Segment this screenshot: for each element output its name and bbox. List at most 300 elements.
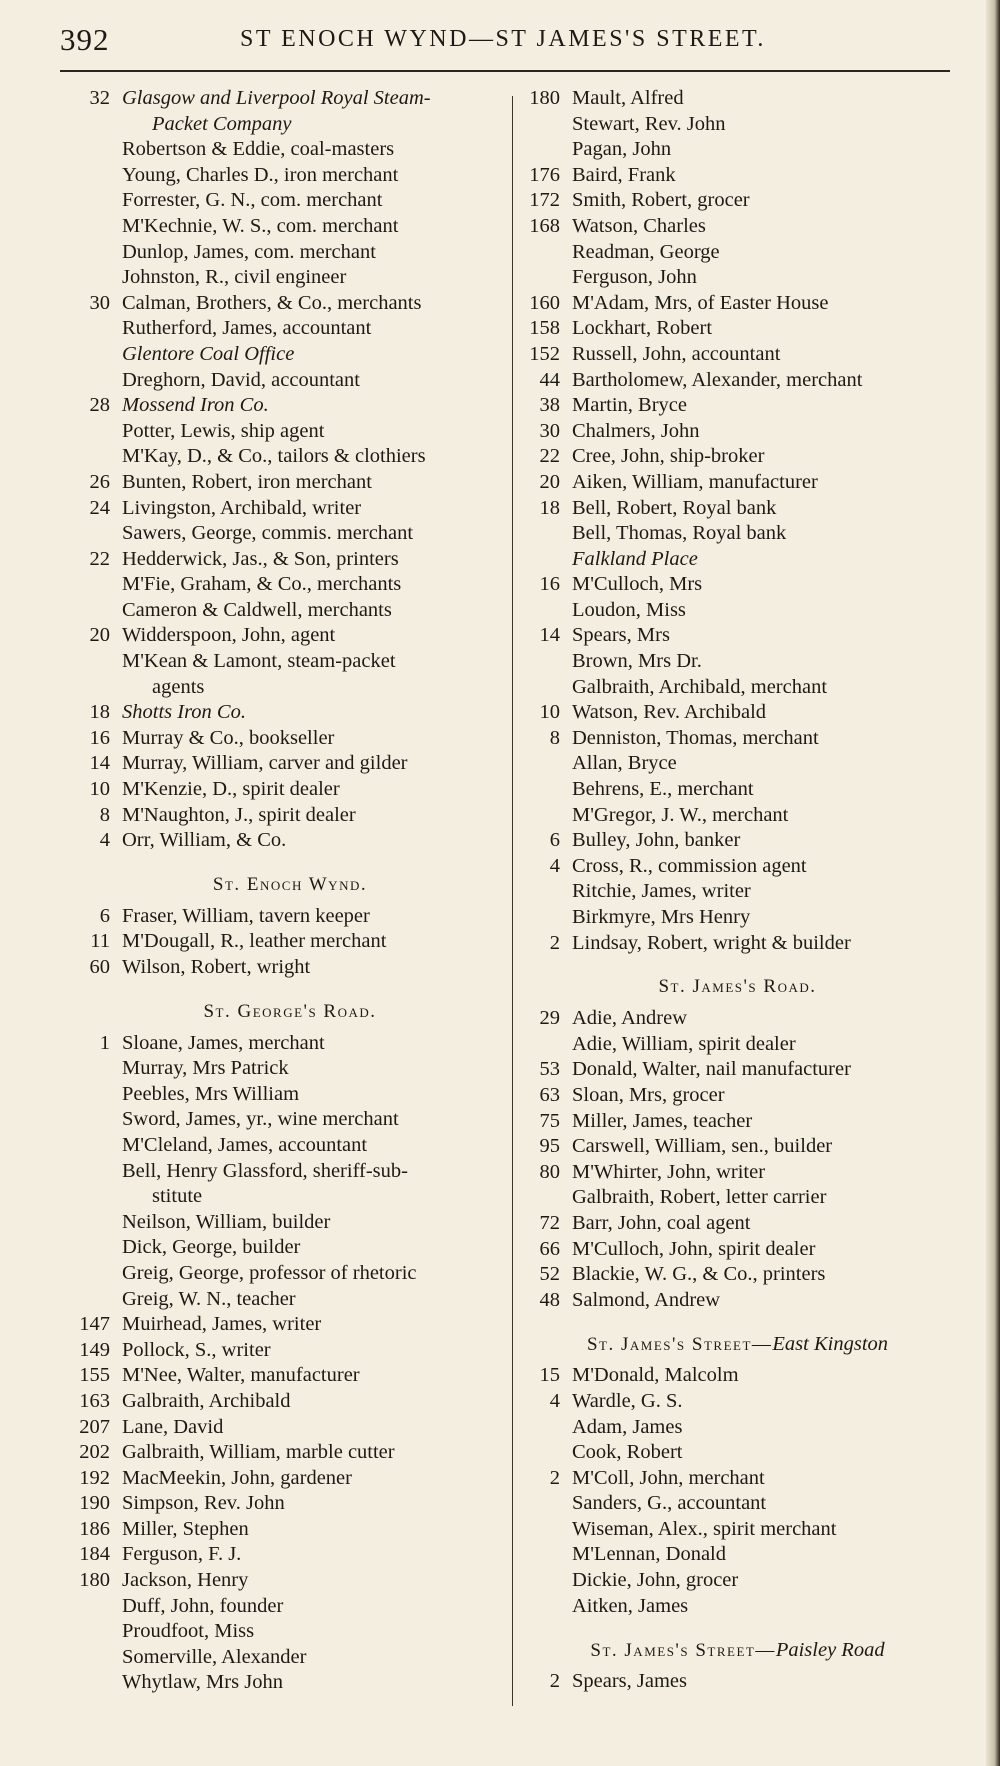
page-edge xyxy=(986,0,1000,1766)
directory-entry xyxy=(520,342,955,368)
street-heading-text: St. James's Road. xyxy=(658,976,817,998)
entry-text: M'Gregor, J. W., merchant xyxy=(572,803,789,826)
entry-text: Chalmers, John xyxy=(572,419,700,442)
entry-text: M'Coll, John, merchant xyxy=(572,1466,765,1489)
house-number: 18 xyxy=(89,701,110,724)
house-number: 158 xyxy=(529,317,560,340)
spacer xyxy=(70,981,510,993)
directory-entry xyxy=(70,1440,510,1466)
directory-entry xyxy=(70,547,510,573)
street-heading xyxy=(70,993,510,1031)
entry-text: Fraser, William, tavern keeper xyxy=(122,904,370,927)
entry-text: Cameron & Caldwell, merchants xyxy=(122,598,392,621)
directory-entry xyxy=(520,137,955,163)
street-heading-subtitle: Paisley Road xyxy=(775,1639,885,1662)
directory-entry xyxy=(520,1109,955,1135)
directory-entry xyxy=(520,700,955,726)
house-number: 22 xyxy=(539,445,560,468)
directory-entry xyxy=(520,1491,955,1517)
entry-text: M'Kechnie, W. S., com. merchant xyxy=(122,214,399,237)
directory-entry xyxy=(520,163,955,189)
directory-entry xyxy=(520,521,955,547)
directory-entry xyxy=(520,1568,955,1594)
house-number: 160 xyxy=(529,291,560,314)
directory-entry xyxy=(70,240,510,266)
directory-entry xyxy=(70,1568,510,1594)
house-number: 75 xyxy=(539,1109,560,1132)
house-number: 2 xyxy=(549,931,560,954)
house-number: 29 xyxy=(539,1007,560,1030)
entry-text: Pollock, S., writer xyxy=(122,1338,271,1361)
directory-entry xyxy=(70,1645,510,1671)
directory-entry xyxy=(70,496,510,522)
entry-text: Johnston, R., civil engineer xyxy=(122,266,347,289)
house-number: 80 xyxy=(539,1160,560,1183)
directory-entry xyxy=(70,1133,510,1159)
entry-text: M'Donald, Malcolm xyxy=(572,1364,739,1387)
street-heading-text: St. Enoch Wynd. xyxy=(212,873,368,895)
entry-text: M'Lennan, Donald xyxy=(572,1543,726,1566)
directory-entry xyxy=(520,1542,955,1568)
directory-entry xyxy=(520,1262,955,1288)
house-number: 202 xyxy=(79,1441,110,1464)
header-rule xyxy=(60,70,950,72)
directory-entry xyxy=(520,1415,955,1441)
directory-entry xyxy=(520,444,955,470)
entry-text: Mault, Alfred xyxy=(572,87,684,109)
house-number: 18 xyxy=(539,496,560,519)
entry-text: Watson, Charles xyxy=(572,214,706,237)
directory-entry xyxy=(520,1006,955,1032)
directory-entry xyxy=(70,393,510,419)
house-number: 180 xyxy=(79,1569,110,1592)
entry-text: Bell, Thomas, Royal bank xyxy=(572,522,787,545)
directory-entry xyxy=(520,265,955,291)
entry-text: Dreghorn, David, accountant xyxy=(122,368,360,391)
house-number: 14 xyxy=(89,752,110,775)
directory-entry xyxy=(70,368,510,394)
house-number: 147 xyxy=(79,1313,110,1336)
directory-entry xyxy=(70,291,510,317)
directory-entry xyxy=(70,1312,510,1338)
house-number: 32 xyxy=(89,87,110,109)
entry-text: Calman, Brothers, & Co., merchants xyxy=(122,291,422,314)
house-number: 4 xyxy=(549,854,560,877)
house-number: 14 xyxy=(539,624,560,647)
directory-entry xyxy=(520,675,955,701)
entry-text: Murray, Mrs Patrick xyxy=(122,1057,289,1080)
directory-entry xyxy=(70,751,510,777)
directory-entry xyxy=(520,1517,955,1543)
entry-text: Glasgow and Liverpool Royal Steam- xyxy=(122,87,431,109)
directory-entry xyxy=(70,1210,510,1236)
spacer xyxy=(520,1313,955,1325)
entry-text: Miller, Stephen xyxy=(122,1517,249,1540)
entry-text: Salmond, Andrew xyxy=(572,1288,721,1311)
directory-entry xyxy=(70,726,510,752)
entry-text: Hedderwick, Jas., & Son, printers xyxy=(122,547,399,570)
entry-text: Jackson, Henry xyxy=(122,1569,249,1592)
entry-text: Proudfoot, Miss xyxy=(122,1620,255,1643)
entry-text: Ferguson, F. J. xyxy=(122,1543,242,1566)
house-number: 10 xyxy=(539,701,560,724)
directory-entry xyxy=(70,700,510,726)
entry-text: Murray & Co., bookseller xyxy=(122,726,335,749)
house-number: 2 xyxy=(549,1466,560,1489)
directory-entry xyxy=(70,675,510,701)
entry-text: Ritchie, James, writer xyxy=(572,880,751,903)
entry-text: Whytlaw, Mrs John xyxy=(122,1671,283,1694)
directory-entry xyxy=(520,1160,955,1186)
entry-text: Cook, Robert xyxy=(572,1441,683,1464)
entry-text: Carswell, William, sen., builder xyxy=(572,1135,833,1158)
directory-entry xyxy=(70,265,510,291)
entry-text: M'Kenzie, D., spirit dealer xyxy=(122,778,340,801)
entry-text: agents xyxy=(152,675,205,698)
directory-entry xyxy=(70,1287,510,1313)
entry-text: Dickie, John, grocer xyxy=(572,1569,739,1592)
house-number: 6 xyxy=(99,904,110,927)
street-heading-text: St. James's Street— xyxy=(586,1334,773,1356)
directory-entry xyxy=(520,1389,955,1415)
directory-entry xyxy=(520,547,955,573)
entry-text: Baird, Frank xyxy=(572,163,676,186)
entry-text: Wilson, Robert, wright xyxy=(122,956,311,978)
house-number: 8 xyxy=(99,803,110,826)
house-number: 20 xyxy=(539,470,560,493)
directory-entry xyxy=(70,1594,510,1620)
house-number: 20 xyxy=(89,624,110,647)
entry-text: Rutherford, James, accountant xyxy=(122,317,372,340)
entry-text: M'Nee, Walter, manufacturer xyxy=(122,1364,360,1387)
entry-text: Dunlop, James, com. merchant xyxy=(122,240,376,263)
house-number: 16 xyxy=(89,726,110,749)
entry-text: Bell, Henry Glassford, sheriff-sub- xyxy=(122,1159,408,1182)
entry-text: Russell, John, accountant xyxy=(572,342,781,365)
directory-entry xyxy=(520,777,955,803)
directory-entry xyxy=(520,1057,955,1083)
directory-entry xyxy=(520,291,955,317)
house-number: 28 xyxy=(89,394,110,417)
entry-text: Glentore Coal Office xyxy=(122,342,295,365)
directory-entry xyxy=(70,955,510,981)
house-number: 53 xyxy=(539,1058,560,1081)
directory-entry xyxy=(520,649,955,675)
entry-text: Readman, George xyxy=(572,240,720,263)
entry-text: Barr, John, coal agent xyxy=(572,1211,751,1234)
entry-text: Stewart, Rev. John xyxy=(572,112,726,135)
directory-entry xyxy=(70,1389,510,1415)
entry-text: Cross, R., commission agent xyxy=(572,854,807,877)
directory-entry xyxy=(70,623,510,649)
directory-entry xyxy=(520,1185,955,1211)
entry-text: Bartholomew, Alexander, merchant xyxy=(572,368,863,391)
entry-text: M'Cleland, James, accountant xyxy=(122,1133,368,1156)
entry-text: Galbraith, Archibald, merchant xyxy=(572,675,828,698)
entry-text: stitute xyxy=(152,1185,203,1208)
house-number: 52 xyxy=(539,1263,560,1286)
entry-text: Greig, George, professor of rhetoric xyxy=(122,1261,417,1284)
entry-text: M'Naughton, J., spirit dealer xyxy=(122,803,356,826)
directory-entry xyxy=(70,1235,510,1261)
directory-entry xyxy=(520,854,955,880)
directory-entry xyxy=(70,214,510,240)
directory-entry xyxy=(520,496,955,522)
house-number: 180 xyxy=(529,87,560,109)
entry-text: Wardle, G. S. xyxy=(572,1389,683,1412)
entry-text: Neilson, William, builder xyxy=(122,1210,331,1233)
directory-entry xyxy=(70,1542,510,1568)
entry-text: M'Adam, Mrs, of Easter House xyxy=(572,291,829,314)
directory-entry xyxy=(70,649,510,675)
directory-entry xyxy=(520,1363,955,1389)
entry-text: Orr, William, & Co. xyxy=(122,829,287,852)
directory-entry xyxy=(70,163,510,189)
entry-text: Brown, Mrs Dr. xyxy=(572,650,702,673)
directory-entry xyxy=(70,137,510,163)
entry-text: M'Culloch, John, spirit dealer xyxy=(572,1237,816,1260)
entry-text: MacMeekin, John, gardener xyxy=(122,1466,352,1489)
directory-entry xyxy=(70,572,510,598)
directory-entry xyxy=(70,1082,510,1108)
house-number: 11 xyxy=(90,930,110,953)
directory-entry xyxy=(520,726,955,752)
entry-text: Spears, Mrs xyxy=(572,624,670,647)
left-column xyxy=(70,86,510,1696)
house-number: 152 xyxy=(529,342,560,365)
directory-entry xyxy=(70,316,510,342)
directory-entry xyxy=(520,572,955,598)
directory-entry xyxy=(520,112,955,138)
house-number: 22 xyxy=(89,547,110,570)
spacer xyxy=(520,1619,955,1631)
house-number: 72 xyxy=(539,1211,560,1234)
house-number: 26 xyxy=(89,470,110,493)
directory-entry xyxy=(70,86,510,112)
house-number: 176 xyxy=(529,163,560,186)
entry-text: Sword, James, yr., wine merchant xyxy=(122,1108,399,1131)
directory-entry xyxy=(520,1032,955,1058)
entry-text: Falkland Place xyxy=(572,547,698,570)
directory-entry xyxy=(70,1184,510,1210)
entry-text: Denniston, Thomas, merchant xyxy=(572,726,819,749)
entry-text: Adie, Andrew xyxy=(572,1007,688,1030)
entry-text: M'Dougall, R., leather merchant xyxy=(122,930,387,953)
directory-entry xyxy=(520,1134,955,1160)
house-number: 24 xyxy=(89,496,110,519)
directory-entry xyxy=(70,419,510,445)
directory-entry xyxy=(70,904,510,930)
directory-entry xyxy=(70,1415,510,1441)
street-heading-subtitle: East Kingston xyxy=(772,1333,889,1356)
directory-entry xyxy=(70,1517,510,1543)
directory-entry xyxy=(70,1056,510,1082)
street-heading-text: St. James's Street— xyxy=(590,1640,776,1662)
house-number: 155 xyxy=(79,1364,110,1387)
house-number: 4 xyxy=(549,1389,560,1412)
entry-text: Bulley, John, banker xyxy=(572,829,741,852)
spacer xyxy=(70,854,510,866)
house-number: 163 xyxy=(79,1389,110,1412)
entry-text: Lane, David xyxy=(122,1415,224,1438)
directory-entry xyxy=(520,1237,955,1263)
house-number: 8 xyxy=(549,726,560,749)
entry-text: Galbraith, William, marble cutter xyxy=(122,1441,395,1464)
entry-text: Somerville, Alexander xyxy=(122,1645,307,1668)
house-number: 66 xyxy=(539,1237,560,1260)
entry-text: Peebles, Mrs William xyxy=(122,1082,300,1105)
house-number: 4 xyxy=(99,829,110,852)
page-number: 392 xyxy=(60,22,110,57)
house-number: 190 xyxy=(79,1492,110,1515)
directory-entry xyxy=(520,188,955,214)
directory-entry xyxy=(520,751,955,777)
directory-entry xyxy=(520,470,955,496)
entry-text: M'Kean & Lamont, steam-packet xyxy=(122,650,396,673)
entry-text: M'Fie, Graham, & Co., merchants xyxy=(122,573,402,596)
directory-entry xyxy=(70,1107,510,1133)
entry-text: Pagan, John xyxy=(572,138,672,161)
house-number: 95 xyxy=(539,1135,560,1158)
house-number: 15 xyxy=(539,1364,560,1387)
house-number: 44 xyxy=(539,368,560,391)
directory-entry xyxy=(70,444,510,470)
entry-text: Aitken, James xyxy=(572,1594,689,1617)
directory-entry xyxy=(520,86,955,112)
house-number: 168 xyxy=(529,214,560,237)
entry-text: Forrester, G. N., com. merchant xyxy=(122,189,383,212)
directory-entry xyxy=(70,1031,510,1057)
directory-entry xyxy=(70,112,510,138)
directory-entry xyxy=(520,931,955,957)
entry-text: Murray, William, carver and gilder xyxy=(122,752,408,775)
directory-entry xyxy=(70,1261,510,1287)
directory-entry xyxy=(70,1491,510,1517)
house-number: 207 xyxy=(79,1415,110,1438)
directory-entry xyxy=(70,929,510,955)
house-number: 10 xyxy=(89,778,110,801)
directory-entry xyxy=(70,342,510,368)
entry-text: Adie, William, spirit dealer xyxy=(572,1032,796,1055)
directory-entry xyxy=(520,368,955,394)
street-heading xyxy=(520,1325,955,1363)
house-number: 60 xyxy=(89,956,110,978)
entry-text: Martin, Bryce xyxy=(572,394,687,417)
directory-entry xyxy=(520,623,955,649)
entry-text: Dick, George, builder xyxy=(122,1236,301,1259)
entry-text: M'Whirter, John, writer xyxy=(572,1160,766,1183)
directory-entry xyxy=(70,828,510,854)
directory-entry xyxy=(70,1338,510,1364)
house-number: 186 xyxy=(79,1517,110,1540)
directory-entry xyxy=(70,777,510,803)
house-number: 30 xyxy=(539,419,560,442)
entry-text: Watson, Rev. Archibald xyxy=(572,701,767,724)
directory-entry xyxy=(520,598,955,624)
directory-entry xyxy=(70,1619,510,1645)
entry-text: Behrens, E., merchant xyxy=(572,778,754,801)
entry-text: Mossend Iron Co. xyxy=(122,394,269,417)
directory-entry xyxy=(70,598,510,624)
entry-text: Aiken, William, manufacturer xyxy=(572,470,818,493)
entry-text: Shotts Iron Co. xyxy=(122,701,246,724)
entry-text: Cree, John, ship-broker xyxy=(572,445,765,468)
entry-text: Widderspoon, John, agent xyxy=(122,624,336,647)
entry-text: Sanders, G., accountant xyxy=(572,1492,767,1515)
entry-text: Lindsay, Robert, wright & builder xyxy=(572,931,851,954)
directory-entry xyxy=(520,1466,955,1492)
house-number: 1 xyxy=(99,1031,110,1054)
directory-entry xyxy=(70,188,510,214)
house-number: 63 xyxy=(539,1083,560,1106)
entry-text: Robertson & Eddie, coal-masters xyxy=(122,138,395,161)
entry-text: Spears, James xyxy=(572,1670,688,1693)
directory-entry xyxy=(520,1440,955,1466)
entry-text: Adam, James xyxy=(572,1415,683,1438)
entry-text: Birkmyre, Mrs Henry xyxy=(572,906,751,928)
entry-text: M'Kay, D., & Co., tailors & clothiers xyxy=(122,445,426,468)
entry-text: Young, Charles D., iron merchant xyxy=(122,163,399,186)
directory-entry xyxy=(520,316,955,342)
entry-text: Packet Company xyxy=(152,112,292,135)
street-heading xyxy=(70,866,510,904)
directory-entry xyxy=(520,1083,955,1109)
directory-entry xyxy=(520,419,955,445)
directory-entry xyxy=(520,240,955,266)
house-number: 192 xyxy=(79,1466,110,1489)
entry-text: Galbraith, Archibald xyxy=(122,1389,291,1412)
entry-text: Sloane, James, merchant xyxy=(122,1031,325,1054)
entry-text: Smith, Robert, grocer xyxy=(572,189,750,212)
entry-text: Galbraith, Robert, letter carrier xyxy=(572,1186,827,1209)
house-number: 6 xyxy=(549,829,560,852)
entry-text: Simpson, Rev. John xyxy=(122,1492,285,1515)
directory-entry xyxy=(520,1594,955,1620)
directory-entry xyxy=(70,1466,510,1492)
directory-entry xyxy=(70,1670,510,1696)
entry-text: Duff, John, founder xyxy=(122,1594,284,1617)
entry-text: Loudon, Miss xyxy=(572,598,686,621)
running-title: ST ENOCH WYND—ST JAMES'S STREET. xyxy=(240,26,766,52)
directory-entry xyxy=(520,828,955,854)
page-header xyxy=(60,22,950,62)
directory-entry xyxy=(520,803,955,829)
house-number: 30 xyxy=(89,291,110,314)
entry-text: Wiseman, Alex., spirit merchant xyxy=(572,1517,837,1540)
directory-entry xyxy=(70,1159,510,1185)
right-column xyxy=(520,86,955,1695)
entry-text: Donald, Walter, nail manufacturer xyxy=(572,1058,851,1081)
entry-text: Potter, Lewis, ship agent xyxy=(122,419,325,442)
directory-entry xyxy=(520,1288,955,1314)
entry-text: Miller, James, teacher xyxy=(572,1109,753,1132)
house-number: 38 xyxy=(539,394,560,417)
directory-entry xyxy=(520,905,955,931)
directory-entry xyxy=(520,1211,955,1237)
entry-text: Muirhead, James, writer xyxy=(122,1313,322,1336)
entry-text: Bell, Robert, Royal bank xyxy=(572,496,777,519)
house-number: 149 xyxy=(79,1338,110,1361)
directory-entry xyxy=(70,1363,510,1389)
directory-entry xyxy=(70,470,510,496)
house-number: 184 xyxy=(79,1543,110,1566)
entry-text: Bunten, Robert, iron merchant xyxy=(122,470,372,493)
directory-entry xyxy=(520,393,955,419)
entry-text: Allan, Bryce xyxy=(572,752,677,775)
street-heading xyxy=(520,968,955,1006)
directory-entry xyxy=(70,803,510,829)
house-number: 16 xyxy=(539,573,560,596)
